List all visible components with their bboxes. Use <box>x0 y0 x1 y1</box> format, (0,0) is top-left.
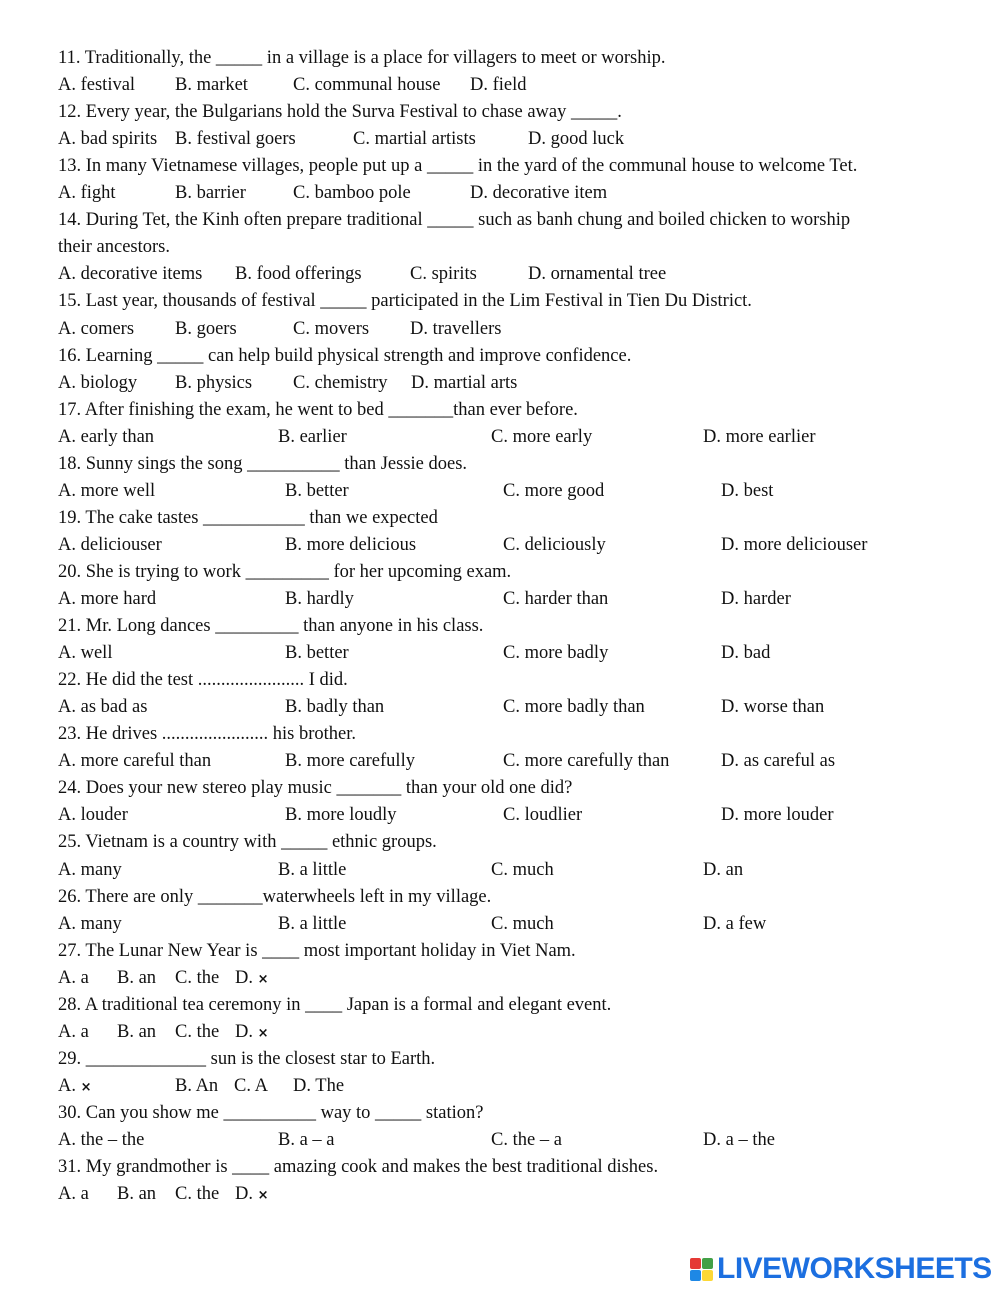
option-a <box>58 802 128 829</box>
option-d <box>528 261 666 288</box>
option-a <box>58 1181 89 1208</box>
option-label: C. the – a <box>491 1130 562 1150</box>
option-label: C. chemistry <box>293 372 388 393</box>
question-text: 21. Mr. Long dances _________ than anyone in his class. <box>58 616 484 637</box>
option-b <box>235 261 362 288</box>
option-label: A. deliciouser <box>58 534 162 555</box>
option-c <box>293 316 369 343</box>
option-label: D. worse than <box>721 697 825 718</box>
option-c <box>491 424 592 451</box>
option-label: D. martial arts <box>411 372 518 393</box>
question-text: 29. _____________ sun is the closest star to Earth. <box>58 1048 436 1069</box>
option-label: B. better <box>285 480 349 501</box>
option-label: B. market <box>175 75 248 96</box>
question-text: 18. Sunny sings the song __________ than Jessie does. <box>58 453 468 474</box>
option-label: D. a few <box>703 913 767 934</box>
option-label: D. as careful as <box>721 751 836 772</box>
option-a <box>58 261 202 288</box>
option-c <box>234 1073 268 1100</box>
option-d <box>721 532 867 559</box>
option-label: B. goers <box>175 318 237 339</box>
option-d <box>411 370 517 397</box>
option-label: D. decorative item <box>470 183 608 204</box>
option-label: B. festival goers <box>175 129 296 150</box>
question-text: 20. She is trying to work _________ for her upcoming exam. <box>58 561 512 582</box>
option-b <box>285 748 415 775</box>
option-d <box>721 478 773 505</box>
option-a <box>58 1127 144 1154</box>
question-text: 11. Traditionally, the _____ in a village is a place for villagers to meet or worship. <box>58 48 666 68</box>
logo-mark-icon <box>690 1258 713 1281</box>
option-label: D. harder <box>721 589 791 609</box>
option-label: A. fight <box>58 183 116 204</box>
no-article-mark: × <box>257 1188 269 1204</box>
option-b <box>175 180 246 207</box>
option-b <box>175 316 237 343</box>
option-label: B. an <box>117 1184 157 1205</box>
option-a <box>58 694 147 721</box>
option-label: D. more earlier <box>703 426 816 447</box>
option-a <box>58 965 89 992</box>
option-label: B. an <box>117 967 157 988</box>
option-b <box>285 532 416 559</box>
option-b <box>175 126 296 153</box>
option-b <box>285 478 349 505</box>
option-a <box>58 911 122 938</box>
option-label: B. barrier <box>175 183 246 204</box>
option-d <box>721 640 770 667</box>
option-label: B. earlier <box>278 426 347 447</box>
option-label: C. more badly than <box>503 697 645 718</box>
option-c <box>503 478 604 505</box>
option-label: B. physics <box>175 372 253 393</box>
option-a <box>58 180 116 207</box>
option-b <box>285 694 384 721</box>
option-label: A. bad spirits <box>58 129 158 150</box>
option-label: D. bad <box>721 643 771 664</box>
logo-square-blue <box>690 1270 701 1281</box>
option-a <box>58 748 211 775</box>
option-a <box>58 478 155 505</box>
option-b <box>285 640 349 667</box>
option-c <box>503 694 645 721</box>
question-text: 23. He drives ....................... his brother. <box>58 724 357 745</box>
option-label: C. much <box>491 913 554 934</box>
logo-square-yellow <box>702 1270 713 1281</box>
option-label: A. as bad as <box>58 697 148 718</box>
option-label: A. decorative items <box>58 264 203 285</box>
option-d <box>235 965 269 993</box>
option-d <box>470 72 527 99</box>
option-d <box>721 748 835 775</box>
question-text: 13. In many Vietnamese villages, people put up a _____ in the yard of the communal house to welcome Tet. <box>58 156 858 177</box>
question-text: 16. Learning _____ can help build physical strength and improve confidence. <box>58 345 632 366</box>
option-label: A. <box>58 1075 81 1096</box>
option-b <box>117 1181 156 1208</box>
option-label: A. many <box>58 913 122 934</box>
option-c <box>491 911 554 938</box>
option-c <box>175 1019 219 1046</box>
option-label: B. more carefully <box>285 751 415 772</box>
option-label: D. The <box>293 1075 345 1096</box>
option-d <box>721 586 791 613</box>
option-label: C. spirits <box>410 264 477 285</box>
question-text: 12. Every year, the Bulgarians hold the Surva Festival to chase away _____. <box>58 102 622 123</box>
option-a <box>58 1019 89 1046</box>
question-text: 22. He did the test ....................... I did. <box>58 670 348 691</box>
option-d <box>721 694 824 721</box>
question-text: 28. A traditional tea ceremony in ____ Japan is a formal and elegant event. <box>58 994 612 1015</box>
option-label: C. movers <box>293 318 370 339</box>
option-d <box>703 857 743 884</box>
option-label: C. bamboo pole <box>293 183 411 204</box>
option-d <box>293 1073 344 1100</box>
option-label: B. a little <box>278 859 347 880</box>
option-label: A. a <box>58 1021 89 1042</box>
option-label: B. an <box>117 1021 157 1042</box>
question-text: 19. The cake tastes ___________ than we expected <box>58 507 438 528</box>
option-b <box>285 802 397 829</box>
option-c <box>293 72 440 99</box>
logo-text: LIVEWORKSHEETS <box>717 1252 992 1285</box>
option-c <box>353 126 476 153</box>
option-label: D. <box>235 1021 258 1042</box>
option-label: D. <box>235 1184 258 1205</box>
option-c <box>503 748 669 775</box>
option-label: D. travellers <box>410 318 502 339</box>
option-label: A. early than <box>58 426 155 447</box>
option-label: C. communal house <box>293 75 441 96</box>
option-label: B. more loudly <box>285 805 397 826</box>
option-label: C. more carefully than <box>503 751 670 772</box>
question-text: 27. The Lunar New Year is ____ most important holiday in Viet Nam. <box>58 940 576 961</box>
option-label: A. a <box>58 1184 89 1205</box>
option-b <box>175 72 248 99</box>
option-a <box>58 424 154 451</box>
option-c <box>503 532 606 559</box>
question-text: their ancestors. <box>58 237 170 258</box>
option-label: C. the <box>175 1184 220 1205</box>
option-b <box>278 424 347 451</box>
question-text: 17. After finishing the exam, he went to bed _______than ever before. <box>58 399 578 420</box>
option-c <box>293 370 388 397</box>
option-label: A. more well <box>58 480 156 501</box>
option-b <box>175 1073 218 1100</box>
option-a <box>58 532 162 559</box>
option-label: A. more careful than <box>58 751 212 772</box>
question-text: 31. My grandmother is ____ amazing cook and makes the best traditional dishes. <box>58 1157 659 1178</box>
option-label: C. more badly <box>503 643 609 664</box>
option-d <box>703 1127 775 1154</box>
option-label: D. a – the <box>703 1130 775 1150</box>
option-label: D. more louder <box>721 805 834 826</box>
option-label: B. An <box>175 1075 219 1096</box>
option-a <box>58 1073 92 1101</box>
option-b <box>175 370 252 397</box>
option-b <box>285 586 354 613</box>
option-d <box>703 911 766 938</box>
option-c <box>293 180 411 207</box>
option-label: D. <box>235 967 258 988</box>
option-label: C. harder than <box>503 589 609 609</box>
logo-square-green <box>702 1258 713 1269</box>
option-c <box>175 965 219 992</box>
option-c <box>503 586 608 613</box>
option-label: C. more early <box>491 426 593 447</box>
option-label: D. an <box>703 859 744 880</box>
option-label: A. a <box>58 967 89 988</box>
option-label: C. the <box>175 967 220 988</box>
option-a <box>58 857 122 884</box>
option-label: B. more delicious <box>285 534 417 555</box>
option-a <box>58 126 157 153</box>
option-label: A. many <box>58 859 122 880</box>
option-label: B. a little <box>278 913 347 934</box>
option-label: C. the <box>175 1021 220 1042</box>
option-label: A. more hard <box>58 589 157 609</box>
liveworksheets-logo <box>690 1252 992 1286</box>
option-label: A. louder <box>58 805 128 826</box>
option-label: B. food offerings <box>235 264 362 285</box>
option-label: D. field <box>470 75 527 96</box>
option-label: D. more deliciouser <box>721 534 868 555</box>
option-c <box>503 802 582 829</box>
option-d <box>721 802 834 829</box>
option-c <box>503 640 608 667</box>
question-text: 15. Last year, thousands of festival _____ participated in the Lim Festival in Tien Du District. <box>58 291 752 312</box>
option-d <box>470 180 607 207</box>
option-label: C. deliciously <box>503 534 606 555</box>
option-label: A. the – the <box>58 1130 145 1150</box>
logo-square-red <box>690 1258 701 1269</box>
option-label: C. martial artists <box>353 129 476 150</box>
option-label: A. biology <box>58 372 138 393</box>
option-d <box>410 316 501 343</box>
option-label: C. A <box>234 1075 268 1096</box>
option-c <box>175 1181 219 1208</box>
option-label: C. more good <box>503 480 605 501</box>
option-d <box>235 1181 269 1209</box>
option-label: B. a – a <box>278 1130 335 1150</box>
option-b <box>278 857 346 884</box>
option-label: B. badly than <box>285 697 385 718</box>
option-label: A. well <box>58 643 113 664</box>
option-a <box>58 586 156 613</box>
option-d <box>528 126 624 153</box>
no-article-mark: × <box>80 1079 92 1095</box>
option-c <box>410 261 477 288</box>
question-text: 25. Vietnam is a country with _____ ethnic groups. <box>58 832 437 853</box>
question-text: 14. During Tet, the Kinh often prepare traditional _____ such as banh chung and boiled chicken to worship <box>58 210 851 231</box>
option-label: D. good luck <box>528 129 625 150</box>
question-text: 26. There are only _______waterwheels left in my village. <box>58 886 492 907</box>
option-label: B. better <box>285 643 349 664</box>
option-a <box>58 370 137 397</box>
no-article-mark: × <box>257 1025 269 1041</box>
option-b <box>278 1127 335 1154</box>
no-article-mark: × <box>257 971 269 987</box>
option-label: A. comers <box>58 318 135 339</box>
option-label: B. hardly <box>285 589 354 609</box>
option-label: D. best <box>721 480 774 501</box>
option-a <box>58 72 135 99</box>
option-c <box>491 857 554 884</box>
option-b <box>117 1019 156 1046</box>
option-b <box>117 965 156 992</box>
option-a <box>58 316 134 343</box>
question-text: 24. Does your new stereo play music _______ than your old one did? <box>58 778 573 799</box>
option-label: A. festival <box>58 75 136 96</box>
option-d <box>235 1019 269 1047</box>
option-c <box>491 1127 562 1154</box>
option-b <box>278 911 346 938</box>
option-label: D. ornamental tree <box>528 264 667 285</box>
option-d <box>703 424 815 451</box>
option-a <box>58 640 112 667</box>
option-label: C. much <box>491 859 554 880</box>
question-text: 30. Can you show me __________ way to _____ station? <box>58 1102 484 1123</box>
option-label: C. loudlier <box>503 805 583 826</box>
